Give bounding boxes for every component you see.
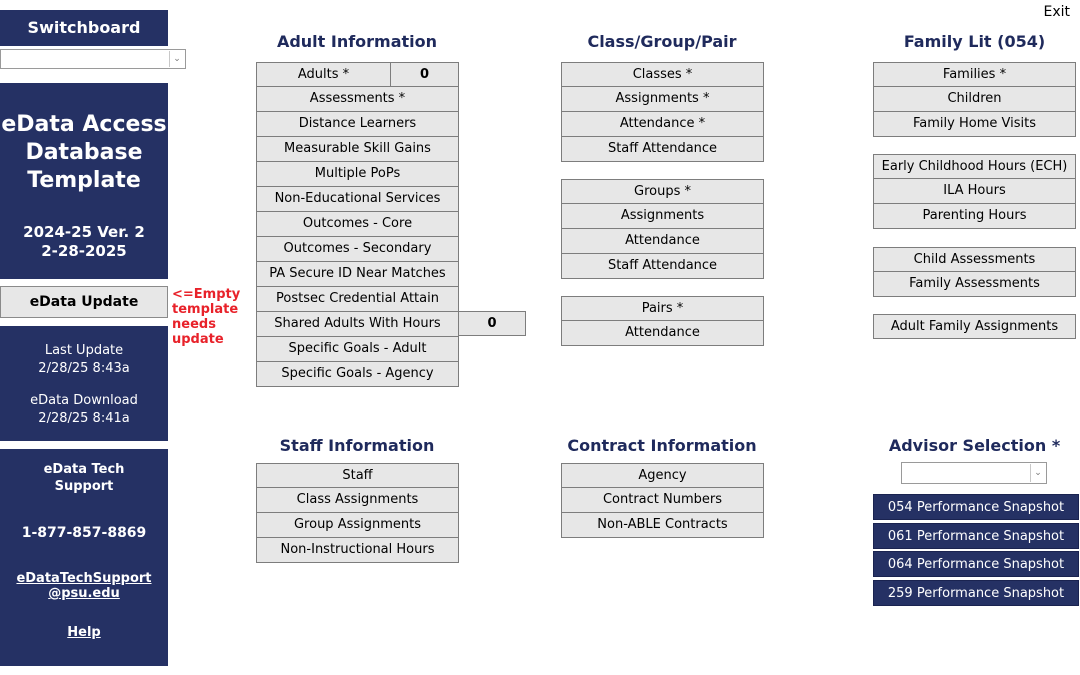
non-educational-services-button[interactable]: Non-Educational Services bbox=[256, 187, 459, 212]
parenting-hours-button[interactable]: Parenting Hours bbox=[873, 204, 1076, 229]
advisor-combo[interactable] bbox=[901, 462, 1047, 484]
distance-learners-button[interactable]: Distance Learners bbox=[256, 112, 459, 137]
contract-list bbox=[561, 463, 764, 538]
staff-list bbox=[256, 463, 459, 563]
app-title: eData Access Database Template bbox=[1, 112, 167, 193]
pairs-list bbox=[561, 296, 764, 346]
switchboard-title: Switchboard bbox=[0, 10, 168, 46]
download-value: 2/28/25 8:41a bbox=[38, 411, 130, 426]
switchboard-combo[interactable] bbox=[0, 49, 186, 69]
family-lit-title: Family Lit (054) bbox=[903, 32, 1046, 51]
support-phone: 1-877-857-8869 bbox=[21, 525, 147, 541]
adults-button[interactable]: Adults * bbox=[256, 62, 391, 87]
families-button[interactable]: Families * bbox=[873, 62, 1076, 87]
adult-info-title: Adult Information bbox=[276, 32, 438, 51]
snapshot-064-button[interactable]: 064 Performance Snapshot bbox=[873, 551, 1079, 577]
family-list-2 bbox=[873, 154, 1076, 229]
staff-info-title: Staff Information bbox=[279, 436, 435, 455]
status-panel bbox=[0, 326, 168, 441]
groups-button[interactable]: Groups * bbox=[561, 179, 764, 204]
last-update-label: Last Update bbox=[44, 343, 124, 358]
shared-adults-button[interactable]: Shared Adults With Hours bbox=[256, 312, 459, 337]
pair-attendance-button[interactable]: Attendance bbox=[561, 321, 764, 346]
group-attendance-button[interactable]: Attendance bbox=[561, 229, 764, 254]
chevron-down-icon[interactable]: ⌄ bbox=[169, 51, 184, 67]
ila-hours-button[interactable]: ILA Hours bbox=[873, 179, 1076, 204]
support-email[interactable] bbox=[0, 571, 168, 601]
non-instructional-hours-button[interactable]: Non-Instructional Hours bbox=[256, 538, 459, 563]
snapshot-061-button[interactable]: 061 Performance Snapshot bbox=[873, 523, 1079, 549]
measurable-skill-gains-button[interactable]: Measurable Skill Gains bbox=[256, 137, 459, 162]
groups-list bbox=[561, 179, 764, 279]
child-assessments-button[interactable]: Child Assessments bbox=[873, 247, 1076, 272]
edata-update-button[interactable]: eData Update bbox=[0, 286, 168, 318]
group-assignments-button[interactable]: Assignments bbox=[561, 204, 764, 229]
app-info-panel bbox=[0, 83, 168, 279]
classes-list bbox=[561, 62, 764, 162]
family-home-visits-button[interactable]: Family Home Visits bbox=[873, 112, 1076, 137]
class-attendance-button[interactable]: Attendance * bbox=[561, 112, 764, 137]
ech-hours-button[interactable]: Early Childhood Hours (ECH) bbox=[873, 154, 1076, 179]
pa-secure-id-button[interactable]: PA Secure ID Near Matches bbox=[256, 262, 459, 287]
family-list-3 bbox=[873, 247, 1076, 297]
outcomes-secondary-button[interactable]: Outcomes - Secondary bbox=[256, 237, 459, 262]
support-email-line2[interactable]: @psu.edu bbox=[48, 586, 120, 601]
pairs-button[interactable]: Pairs * bbox=[561, 296, 764, 321]
empty-template-warning: <=Empty template needs update bbox=[172, 287, 241, 347]
specific-goals-adult-button[interactable]: Specific Goals - Adult bbox=[256, 337, 459, 362]
adults-count: 0 bbox=[390, 62, 459, 87]
non-able-contracts-button[interactable]: Non-ABLE Contracts bbox=[561, 513, 764, 538]
children-button[interactable]: Children bbox=[873, 87, 1076, 112]
outcomes-core-button[interactable]: Outcomes - Core bbox=[256, 212, 459, 237]
family-list-1 bbox=[873, 62, 1076, 137]
postsec-credential-button[interactable]: Postsec Credential Attain bbox=[256, 287, 459, 312]
adult-info-list bbox=[256, 62, 459, 387]
advisor-title: Advisor Selection * bbox=[888, 436, 1061, 455]
family-assessments-button[interactable]: Family Assessments bbox=[873, 272, 1076, 297]
classes-button[interactable]: Classes * bbox=[561, 62, 764, 87]
staff-button[interactable]: Staff bbox=[256, 463, 459, 488]
last-update-value: 2/28/25 8:43a bbox=[38, 361, 130, 376]
multiple-pops-button[interactable]: Multiple PoPs bbox=[256, 162, 459, 187]
family-list-4 bbox=[873, 314, 1076, 339]
agency-button[interactable]: Agency bbox=[561, 463, 764, 488]
adult-assessments-button[interactable]: Assessments * bbox=[256, 87, 459, 112]
specific-goals-agency-button[interactable]: Specific Goals - Agency bbox=[256, 362, 459, 387]
exit-button[interactable]: Exit bbox=[1043, 4, 1070, 20]
chevron-down-icon[interactable]: ⌄ bbox=[1030, 464, 1045, 482]
support-panel bbox=[0, 449, 168, 666]
staff-group-assignments-button[interactable]: Group Assignments bbox=[256, 513, 459, 538]
adult-family-assignments-button[interactable]: Adult Family Assignments bbox=[873, 314, 1076, 339]
version-label: 2024-25 Ver. 2 bbox=[23, 223, 145, 241]
version-date: 2-28-2025 bbox=[41, 242, 127, 260]
support-email-line1[interactable]: eDataTechSupport bbox=[16, 571, 152, 586]
group-staff-attendance-button[interactable]: Staff Attendance bbox=[561, 254, 764, 279]
contract-info-title: Contract Information bbox=[567, 436, 757, 455]
snapshot-054-button[interactable]: 054 Performance Snapshot bbox=[873, 494, 1079, 520]
help-link[interactable]: Help bbox=[67, 625, 101, 640]
class-staff-attendance-button[interactable]: Staff Attendance bbox=[561, 137, 764, 162]
staff-class-assignments-button[interactable]: Class Assignments bbox=[256, 488, 459, 513]
app-version bbox=[0, 223, 168, 261]
class-group-pair-title: Class/Group/Pair bbox=[587, 32, 737, 51]
snapshot-259-button[interactable]: 259 Performance Snapshot bbox=[873, 580, 1079, 606]
support-title: eData Tech Support bbox=[43, 462, 125, 494]
download-label: eData Download bbox=[30, 393, 138, 408]
contract-numbers-button[interactable]: Contract Numbers bbox=[561, 488, 764, 513]
shared-adults-count: 0 bbox=[458, 311, 526, 336]
class-assignments-button[interactable]: Assignments * bbox=[561, 87, 764, 112]
